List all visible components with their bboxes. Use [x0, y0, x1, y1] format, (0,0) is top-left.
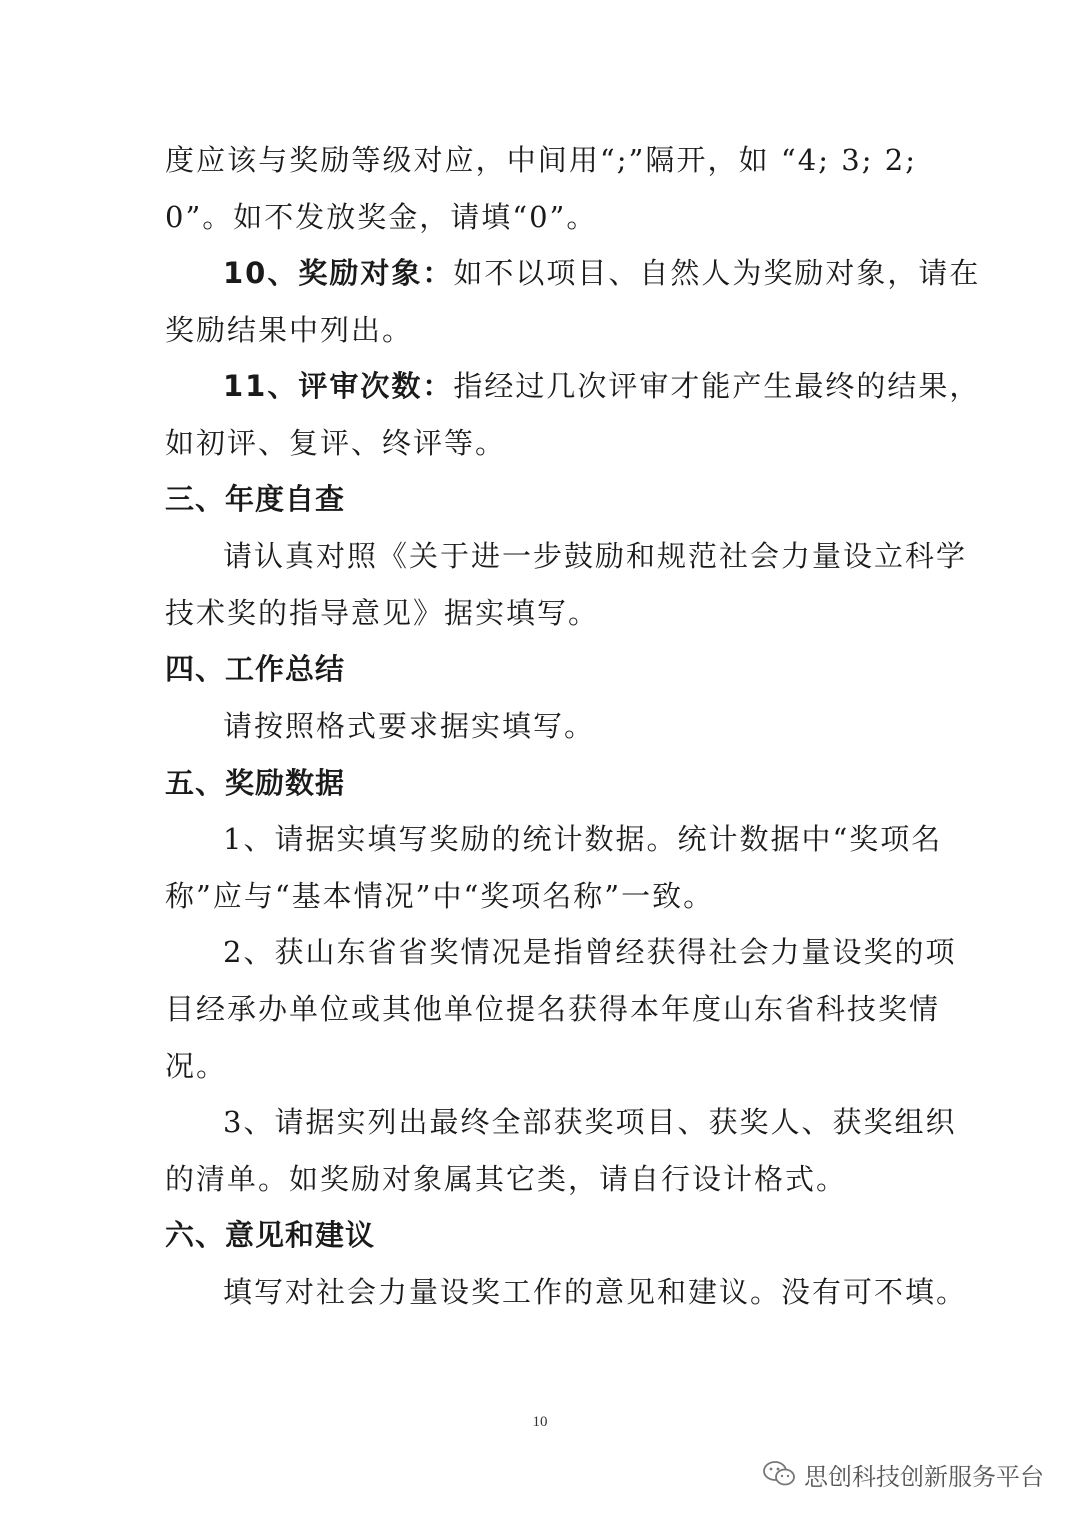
paragraph-line: 的清单。如奖励对象属其它类，请自行设计格式。 — [165, 1162, 848, 1196]
paragraph-line: 请认真对照《关于进一步鼓励和规范社会力量设立科学 — [223, 539, 968, 573]
item-10-line — [223, 253, 981, 293]
paragraph-line: 技术奖的指导意见》据实填写。 — [165, 596, 600, 630]
section-heading-3: 三、年度自查 — [165, 482, 346, 516]
watermark — [762, 1454, 1044, 1494]
paragraph-line: 奖励结果中列出。 — [165, 313, 414, 347]
paragraph-line: 0”。如不发放奖金，请填“0”。 — [165, 200, 598, 234]
item-11-label: 11、评审次数： — [223, 369, 454, 403]
section-heading-6: 六、意见和建议 — [165, 1218, 376, 1252]
paragraph-line: 请按照格式要求据实填写。 — [223, 709, 596, 743]
wechat-icon — [762, 1459, 796, 1489]
paragraph-line: 填写对社会力量设奖工作的意见和建议。没有可不填。 — [223, 1275, 968, 1309]
section-heading-5: 五、奖励数据 — [165, 766, 346, 800]
paragraph-line: 2、获山东省省奖情况是指曾经获得社会力量设奖的项 — [223, 935, 957, 969]
paragraph-line: 目经承办单位或其他单位提名获得本年度山东省科技奖情 — [165, 992, 941, 1026]
item-11-text: 指经过几次评审才能产生最终的结果， — [453, 369, 981, 403]
paragraph-line: 称”应与“基本情况”中“奖项名称”一致。 — [165, 879, 715, 913]
paragraph-line: 如初评、复评、终评等。 — [165, 426, 507, 460]
paragraph-line: 3、请据实列出最终全部获奖项目、获奖人、获奖组织 — [223, 1105, 957, 1139]
item-11-line — [223, 366, 981, 406]
section-heading-4: 四、工作总结 — [165, 652, 346, 686]
paragraph-line: 况。 — [165, 1049, 228, 1083]
paragraph-line: 1、请据实填写奖励的统计数据。统计数据中“奖项名 — [223, 822, 943, 856]
page-number: 10 — [532, 1414, 548, 1430]
paragraph-line: 度应该与奖励等级对应，中间用“;”隔开，如 “4; 3; 2; — [165, 143, 917, 177]
item-10-text: 如不以项目、自然人为奖励对象，请在 — [453, 256, 981, 290]
item-10-label: 10、奖励对象： — [223, 256, 454, 290]
watermark-text: 思创科技创新服务平台 — [804, 1462, 1044, 1491]
